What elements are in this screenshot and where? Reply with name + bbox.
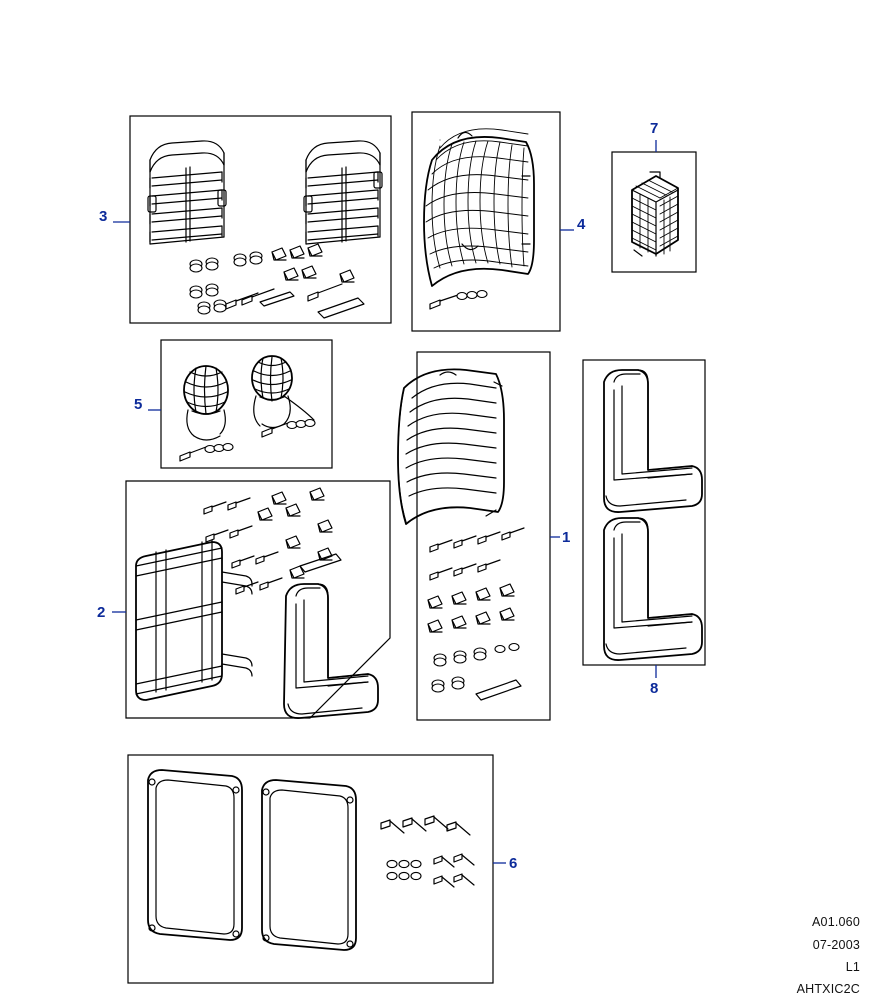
callout-8: 8	[650, 680, 659, 697]
panel-8-group	[583, 360, 705, 665]
panel-8-border	[583, 360, 705, 665]
callout-3: 3	[99, 208, 108, 225]
drawing-date: 07-2003	[812, 938, 860, 952]
callout-7: 7	[650, 120, 659, 137]
panel-3-group	[130, 116, 391, 323]
panel-6-group	[128, 755, 493, 983]
callout-6: 6	[509, 855, 518, 872]
panel-4-group	[412, 112, 560, 331]
panel-6-border	[128, 755, 493, 983]
callout-1: 1	[562, 529, 571, 546]
callout-2: 2	[97, 604, 106, 621]
panel-7-group	[612, 152, 696, 272]
panel-3-border	[130, 116, 391, 323]
panel-5-group	[161, 340, 332, 468]
drawing-code: AHTXIC2C	[796, 982, 860, 996]
panel-5-border	[161, 340, 332, 468]
drawing-variant: L1	[845, 960, 860, 974]
panel-1-group	[398, 352, 550, 720]
panel-4-border	[412, 112, 560, 331]
panel-2-group	[126, 481, 390, 718]
callout-4: 4	[577, 216, 586, 233]
callout-5: 5	[134, 396, 143, 413]
drawing-number: A01.060	[812, 915, 860, 929]
